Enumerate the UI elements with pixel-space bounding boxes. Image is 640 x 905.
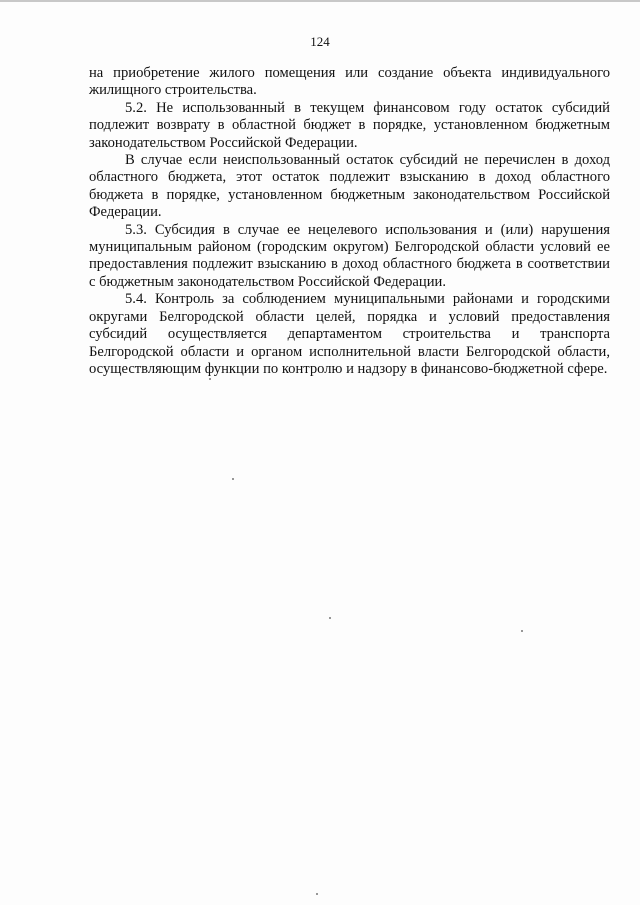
scan-speck bbox=[316, 893, 318, 895]
scan-top-edge bbox=[0, 0, 640, 2]
paragraph-continuation: на приобретение жилого помещения или создание объекта индивидуального жилищного строительства. bbox=[89, 65, 610, 99]
paragraph-unused-balance: В случае если неиспользованный остаток субсидий не перечислен в доход областного бюджета, этот остаток подлежит взысканию в доход областного бюджета в порядке, установленном бюджетным законодательством Российской Федерации. bbox=[89, 152, 610, 221]
paragraph-5-3: 5.3. Субсидия в случае ее нецелевого использования и (или) нарушения муниципальным районом (городским округом) Белгородской области условий ее предоставления подлежит взысканию в доход областного бюджета в соответствии с бюджетным законодательством Российской Федерации. bbox=[89, 221, 610, 290]
document-body bbox=[89, 65, 610, 378]
scan-speck bbox=[232, 478, 234, 480]
scan-speck bbox=[329, 617, 331, 619]
scan-speck bbox=[209, 378, 211, 380]
scan-speck bbox=[521, 630, 523, 632]
page-number: 124 bbox=[310, 34, 330, 49]
paragraph-5-4: 5.4. Контроль за соблюдением муниципальными районами и городскими округами Белгородской области целей, порядка и условий предоставления субсидий осуществляется департаментом строительства и транспорта Белгородской области и органом исполнительной власти Белгородской области, осуществляющим функции по контролю и надзору в финансово-бюджетной сфере. bbox=[89, 291, 610, 377]
paragraph-5-2: 5.2. Не использованный в текущем финансовом году остаток субсидий подлежит возврату в областной бюджет в порядке, установленном бюджетным законодательством Российской Федерации. bbox=[89, 99, 610, 151]
